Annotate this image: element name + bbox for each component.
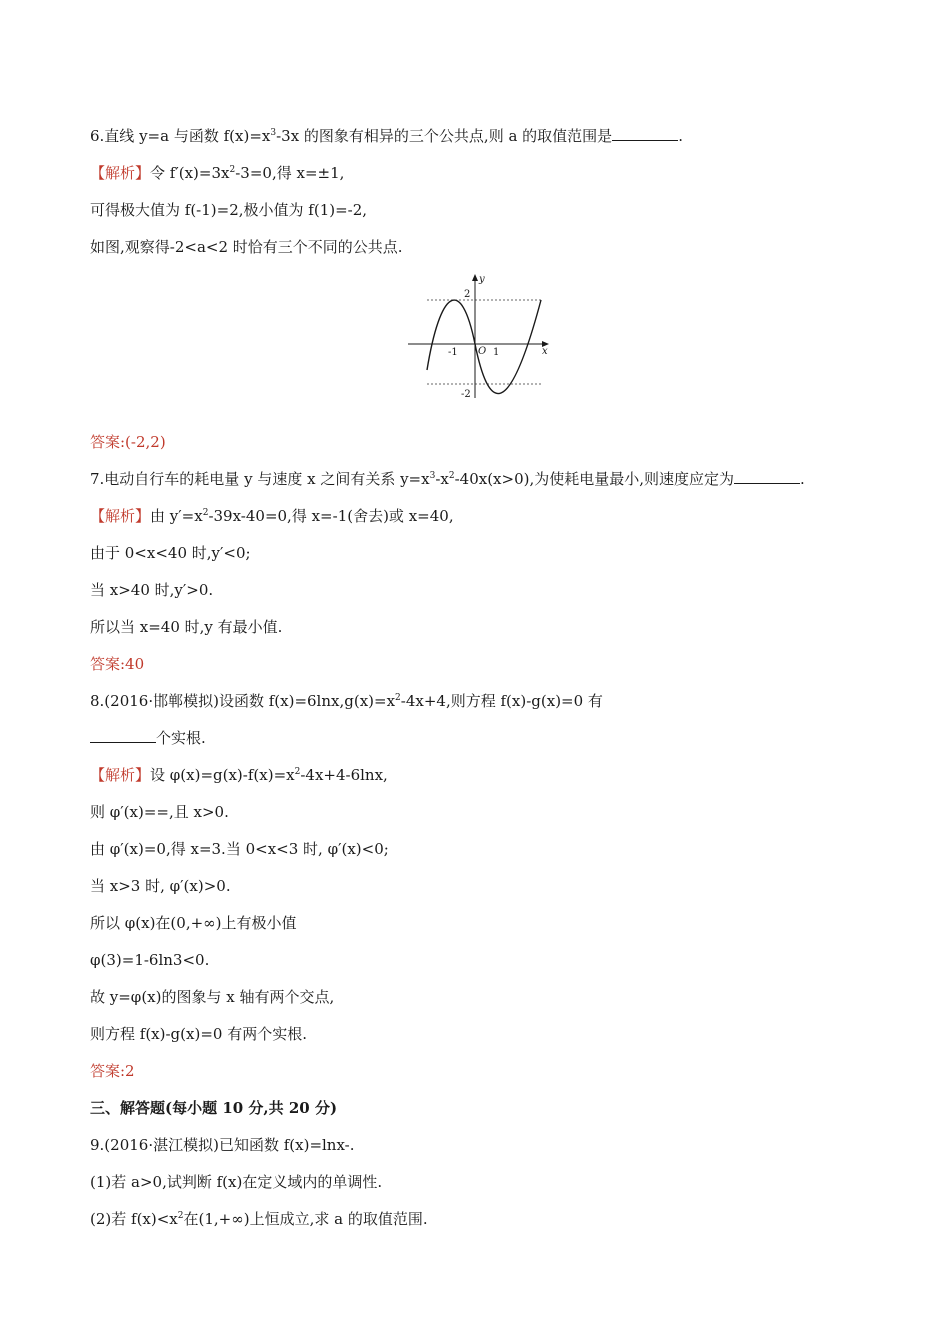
q7-solution-line-1: 【解析】由 $y'=x^2-39x-40=0$,得 x=-1(舍去)或 x=40, (90, 507, 454, 525)
q9-part-2: (2)若 $f(x)<x^2$在(1,+∞)上恒成立,求 a 的取值范围. (90, 1210, 428, 1228)
origin-label: O (478, 346, 487, 357)
tick-label-1: 1 (493, 347, 500, 358)
q8-solution-line-8: 则方程 f(x)-g(x)=0 有两个实根. (90, 1025, 307, 1043)
q6-answer: 答案:(-2,2) (90, 433, 166, 451)
q8-solution-line-7: 故 y=φ(x)的图象与 x 轴有两个交点, (90, 988, 335, 1006)
q9-part-1: (1)若 a>0,试判断 f(x)在定义域内的单调性. (90, 1173, 383, 1191)
tick-label-2: 2 (464, 289, 471, 300)
q8-solution-line-3: 由 φ′(x)=0,得 x=3.当 0<x<3 时, φ′(x)<0; (90, 840, 389, 858)
tick-label-neg2: -2 (461, 389, 471, 400)
answer-blank (90, 728, 156, 743)
jiexi-tag: 【解析】 (90, 164, 151, 182)
q7-answer: 答案:40 (90, 655, 145, 673)
section-3-heading: 三、解答题(每小题 10 分,共 20 分) (90, 1099, 338, 1117)
q8-stem: 8.(2016·邯郸模拟)设函数 $f(x)=6\ln x,g(x)=x^2-4x+4$,则方程 f(x)-g(x)=0 有 (90, 692, 603, 710)
q8-solution-line-2: 则 φ′(x)==,且 x>0. (90, 803, 229, 821)
answer-blank (612, 126, 678, 141)
q7-solution-line-3: 当 x>40 时,y′>0. (90, 581, 214, 599)
q8-solution-line-6: φ(3)=1-6ln3<0. (90, 951, 210, 969)
q7-solution-line-4: 所以当 x=40 时,y 有最小值. (90, 618, 283, 636)
q8-answer: 答案:2 (90, 1062, 135, 1080)
jiexi-tag: 【解析】 (90, 507, 151, 525)
q6-stem: 6.直线 y=a 与函数 $f(x)=x^3-3x$ 的图象有相异的三个公共点,则 a 的取值范围是 . (90, 127, 683, 145)
jiexi-tag: 【解析】 (90, 766, 151, 784)
q7-solution-line-2: 由于 0<x<40 时,y′<0; (90, 544, 251, 562)
y-axis-arrow-icon (472, 274, 478, 281)
q9-stem: 9.(2016·湛江模拟)已知函数 f(x)=lnx-. (90, 1136, 355, 1154)
q8-stem-line-2: 个实根. (90, 728, 206, 748)
q6-solution-line-3: 如图,观察得-2<a<2 时恰有三个不同的公共点. (90, 238, 403, 256)
q6-solution-line-1: 【解析】令 $f'(x)=3x^2-3=0$,得 x=±1, (90, 164, 345, 182)
q7-stem: 7.电动自行车的耗电量 y 与速度 x 之间有关系 $y=x^3-x^2-40x(x>0)$,为使耗电量最小,则速度应定为 . (90, 470, 805, 488)
cubic-function-graph (405, 270, 555, 402)
x-axis-label: x (542, 346, 548, 357)
q8-solution-line-5: 所以 φ(x)在(0,+∞)上有极小值 (90, 914, 297, 932)
q8-solution-line-1: 【解析】设 $\varphi(x)=g(x)-f(x)=x^2-4x+4-6\ln x$, (90, 766, 388, 784)
q8-solution-line-4: 当 x>3 时, φ′(x)>0. (90, 877, 231, 895)
y-axis-label: y (479, 274, 485, 285)
answer-blank (734, 469, 800, 484)
q6-solution-line-2: 可得极大值为 f(-1)=2,极小值为 f(1)=-2, (90, 201, 368, 219)
tick-label-neg1: -1 (448, 347, 458, 358)
